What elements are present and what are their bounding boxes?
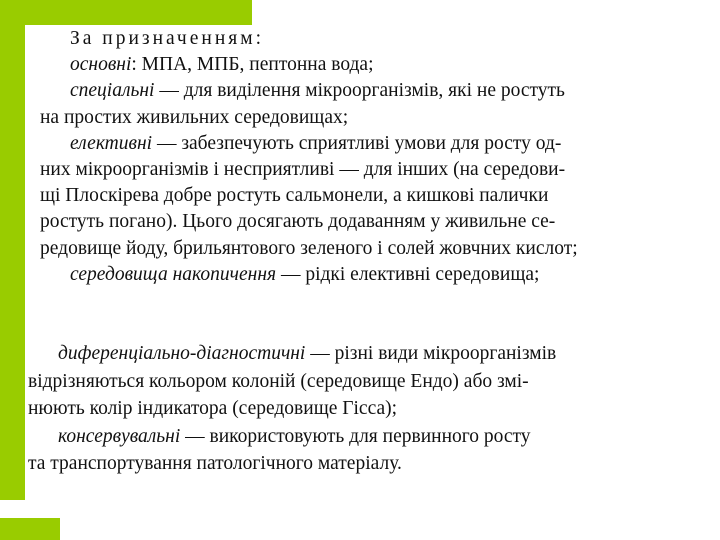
scanned-text-block [40,26,660,288]
accent-bar-bottom [0,518,60,540]
heading: За призначенням: [70,28,264,49]
text-konservuvalni-1: — використовують для первинного росту [180,425,531,447]
text-elektyvni-4: ростуть погано). Цього досягають додаванням у живильне се- [40,211,556,233]
scanned-text-block-2 [28,340,668,478]
term-dyferentsialno: диференціально-діагностичні [58,343,306,364]
paragraph-elektyvni [40,131,660,157]
text-dyferentsialno-1: — різні види мікроорганізмів [305,343,557,364]
paragraph-nakopychennia [40,262,660,288]
accent-bar-left [0,0,25,500]
term-spetsialni: спеціальні [70,80,155,102]
text-konservuvalni-2: та транспортування патологічного матеріалу. [28,453,402,474]
term-elektyvni: елективні [70,132,153,154]
text-dyferentsialno-3: нюють колір індикатора (середовище Гісса); [28,398,398,419]
term-osnovni: основні [70,54,132,76]
paragraph-osnovni [40,52,660,78]
term-konservuvalni: консервувальні [58,425,181,447]
text-spetsialni-2: на простих живильних середовищах; [40,106,349,128]
paragraph-spetsialni [40,78,660,104]
term-nakopychennia: середовища накопичення [70,263,277,285]
text-elektyvni-5: редовище йоду, брильянтового зеленого і солей жовчних кислот; [40,237,578,259]
text-elektyvni-1: — забезпечують сприятливі умови для росту од- [152,132,562,154]
text-osnovni: : МПА, МПБ, пептонна вода; [131,54,374,76]
text-spetsialni-1: — для виділення мікроорганізмів, які не ростуть [154,80,565,102]
text-elektyvni-2: них мікроорганізмів і несприятливі — для інших (на середови- [40,158,566,180]
text-dyferentsialno-2: відрізняються кольором колоній (середовище Ендо) або змі- [28,370,529,392]
text-elektyvni-3: щі Плоскірева добре ростуть сальмонели, а кишкові палички [40,185,549,207]
accent-bar-top [0,0,252,25]
paragraph-dyferentsialno [28,340,668,368]
text-nakopychennia: — рідкі елективні середовища; [276,263,540,285]
paragraph-konservuvalni [28,423,668,451]
